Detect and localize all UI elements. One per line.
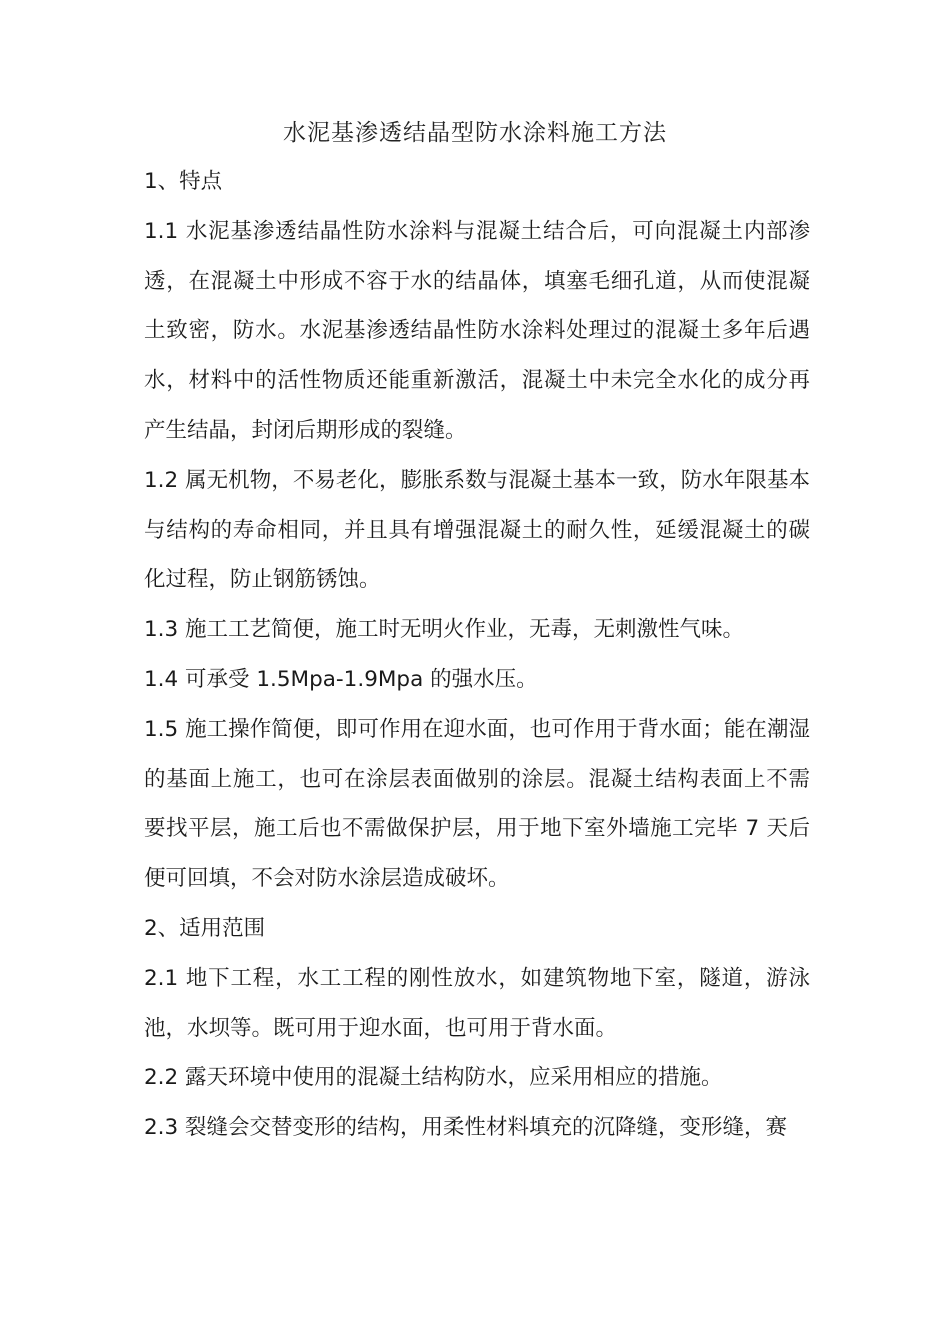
paragraph-1-5: 1.5 施工操作简便，即可作用在迎水面，也可作用于背水面；能在潮湿的基面上施工，也可在涂层表面做别的涂层。混凝土结构表面上不需要找平层，施工后也不需做保护层，用于地下室外墙施工完毕 7 天后便可回填，不会对防水涂层造成破坏。 — [144, 716, 810, 892]
document-title: 水泥基渗透结晶型防水涂料施工方法 — [283, 120, 667, 146]
paragraph-1-4: 1.4 可承受 1.5Mpa-1.9Mpa 的强水压。 — [144, 666, 538, 692]
section-heading-scope: 2、适用范围 — [144, 915, 266, 941]
paragraph-2-1: 2.1 地下工程，水工工程的刚性放水，如建筑物地下室，隧道，游泳池，水坝等。既可用于迎水面，也可用于背水面。 — [144, 965, 810, 1041]
document-body — [144, 157, 810, 1153]
paragraph-1-3: 1.3 施工工艺简便，施工时无明火作业，无毒，无刺激性气味。 — [144, 617, 745, 643]
paragraph-2-2: 2.2 露天环境中使用的混凝土结构防水，应采用相应的措施。 — [144, 1065, 723, 1091]
section-heading-features: 1、特点 — [144, 169, 223, 194]
paragraph-2-3: 2.3 裂缝会交替变形的结构，用柔性材料填充的沉降缝，变形缝，赛 — [144, 1115, 788, 1141]
paragraph-1-1: 1.1 水泥基渗透结晶性防水涂料与混凝土结合后，可向混凝土内部渗透，在混凝土中形成不容于水的结晶体，填塞毛细孔道，从而使混凝土致密，防水。水泥基渗透结晶性防水涂料处理过的混凝土多年后遇水，材料中的活性物质还能重新激活，混凝土中未完全水化的成分再产生结晶，封闭后期形成的裂缝。 — [144, 218, 810, 443]
paragraph-1-2: 1.2 属无机物，不易老化，膨胀系数与混凝土基本一致，防水年限基本与结构的寿命相同，并且具有增强混凝土的耐久性，延缓混凝土的碳化过程，防止钢筋锈蚀。 — [144, 467, 810, 593]
